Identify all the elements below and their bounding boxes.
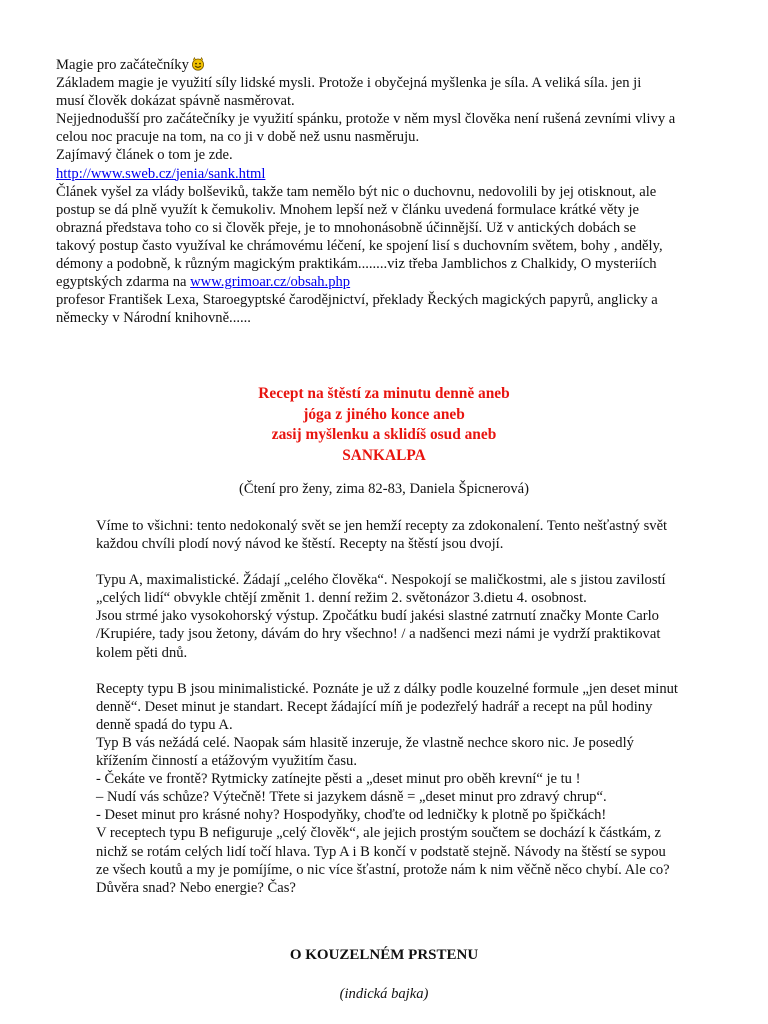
intro-line: německy v Národní knihovně...... [56,310,251,327]
intro-line: Zajímavý článek o tom je zde. [56,147,233,164]
article-body [96,517,721,897]
section-heading-text: O KOUZELNÉM PRSTENU [289,947,479,963]
paragraph-line: Typu A, maximalistické. Žádají „celého člověka“. Nespokojí se maličkostmi, ale s jistou zavilostí [96,572,666,589]
grimoar-link-prefix: egyptských zdarma na [56,274,191,291]
sweb-link[interactable]: http://www.sweb.cz/jenia/sank.html [56,165,266,182]
link-line [56,165,724,183]
paragraph-line: Recepty typu B jsou minimalistické. Poznáte je už z dálky podle kouzelné formule „jen deset minut [96,680,678,697]
paragraph-line: Důvěra snad? Nebo energie? Čas? [96,879,296,896]
paragraph-line: denně spadá do typu A. [96,716,233,733]
paragraph-line: - Čekáte ve frontě? Rytmicky zatínejte pěsti a „deset minut pro oběh krevní“ je tu ! [96,771,581,788]
title-line: zasij myšlenku a sklidíš osud aneb [271,426,497,443]
intro-line: postup se dá plně využít k čemukoliv. Mnohem lepší než v článku uvedená formulace krátké věty je [56,201,640,218]
intro-line: celou noc pracuje na tom, na co ji v době než usnu nasměruju. [56,129,420,146]
paragraph-line: Jsou strmé jako vysokohorský výstup. Zpočátku budí jakési slastné zatrnutí značky Monte Carlo [96,608,659,625]
paragraph-line: – Nudí vás schůze? Výtečně! Třete si jazykem dásně = „deset minut pro zdravý chrup“. [96,789,607,806]
paragraph-line: ze všech koutů a my je pomíjíme, o nic více šťastní, protože nám k nim věčně něco chybí. Ale co? [96,861,670,878]
article-title [0,384,768,466]
title-line: Recept na štěstí za minutu denně aneb [258,385,510,402]
paragraph-line: - Deset minut pro krásné nohy? Hospodyňky, choďte od ledničky k plotně po špičkách! [96,807,607,824]
paragraph-line: „celých lidí“ obvykle chtějí změnit 1. denní režim 2. světonázor 3.dietu 4. osobnost. [96,590,587,607]
title-line: jóga z jiného konce aneb [303,405,465,423]
smiling-devil-icon [191,57,205,71]
intro-heading: Magie pro začátečníky [56,57,189,73]
fable-subtitle [0,985,768,1003]
paragraph-line: nichž se rotám celých lidí točí hlava. Typ A i B končí v podstatě stejně. Návody na štěstí se sypou [96,843,666,860]
article-source [0,480,768,498]
paragraph-gap [96,662,721,680]
intro-line: musí člověk dokázat spávně nasměrovat. [56,93,295,110]
source-text: (Čtení pro ženy, zima 82-83, Daniela Špicnerová) [238,481,529,497]
paragraph-line: denně“. Deset minut je standart. Recept žádající míň je podezřelý hadrář a recept na půl hodiny [96,698,653,715]
paragraph-line: kolem pěti dnů. [96,644,188,661]
section-heading [0,946,768,964]
paragraph-line: křížením činností a etážovým využitím času. [96,753,357,770]
intro-line: obrazná představa toho co si člověk přeje, je to mnohonásobně účinnější. Už v antických dobách se [56,219,636,236]
paragraph-line: Typ B vás nežádá celé. Naopak sám hlasitě inzeruje, že vlastně nechce skoro nic. Je posedlý [96,734,634,751]
intro-line: takový postup často využíval ke chrámovému léčení, ke spojení lisí s duchovním světem, bohy , anděly, [56,237,663,254]
intro-section [56,56,724,327]
paragraph-line: Víme to všichni: tento nedokonalý svět se jen hemží recepty za zdokonalení. Tento nešťastný svět [96,518,668,534]
intro-line: profesor František Lexa, Staroegyptské čarodějnictví, překlady Řeckých magických papyrů, anglicky a [56,292,658,309]
intro-line: démony a podobně, k různým magickým praktikám........viz třeba Jamblichos z Chalkidy, O mysteriích [56,256,657,273]
paragraph-line: V receptech typu B nefiguruje „celý člověk“, ale jejich prostým součtem se dochází k částkám, z [96,825,662,842]
paragraph-gap [96,553,721,571]
fable-subtitle-text: (indická bajka) [339,986,429,1002]
grimoar-link[interactable]: www.grimoar.cz/obsah.php [190,274,351,291]
link-line [56,273,724,291]
title-line: SANKALPA [342,446,426,464]
intro-heading-line [56,56,724,74]
intro-line: Článek vyšel za vlády bolševiků, takže tam nemělo být nic o duchovnu, nedovolili by jej otisknout, ale [56,183,657,200]
intro-line: Základem magie je využití síly lidské mysli. Protože i obyčejná myšlenka je síla. A veliká síla. jen ji [56,75,642,92]
paragraph-line: /Krupiére, tady jsou žetony, dávám do hry všechno! / a nadšenci mezi námi je vydrží praktikovat [96,626,661,643]
intro-line: Nejjednodušší pro začátečníky je využití spánku, protože v něm mysl člověka není rušená zevními vlivy a [56,111,676,128]
paragraph-line: každou chvíli plodí nový návod ke štěstí. Recepty na štěstí jsou dvojí. [96,536,504,553]
